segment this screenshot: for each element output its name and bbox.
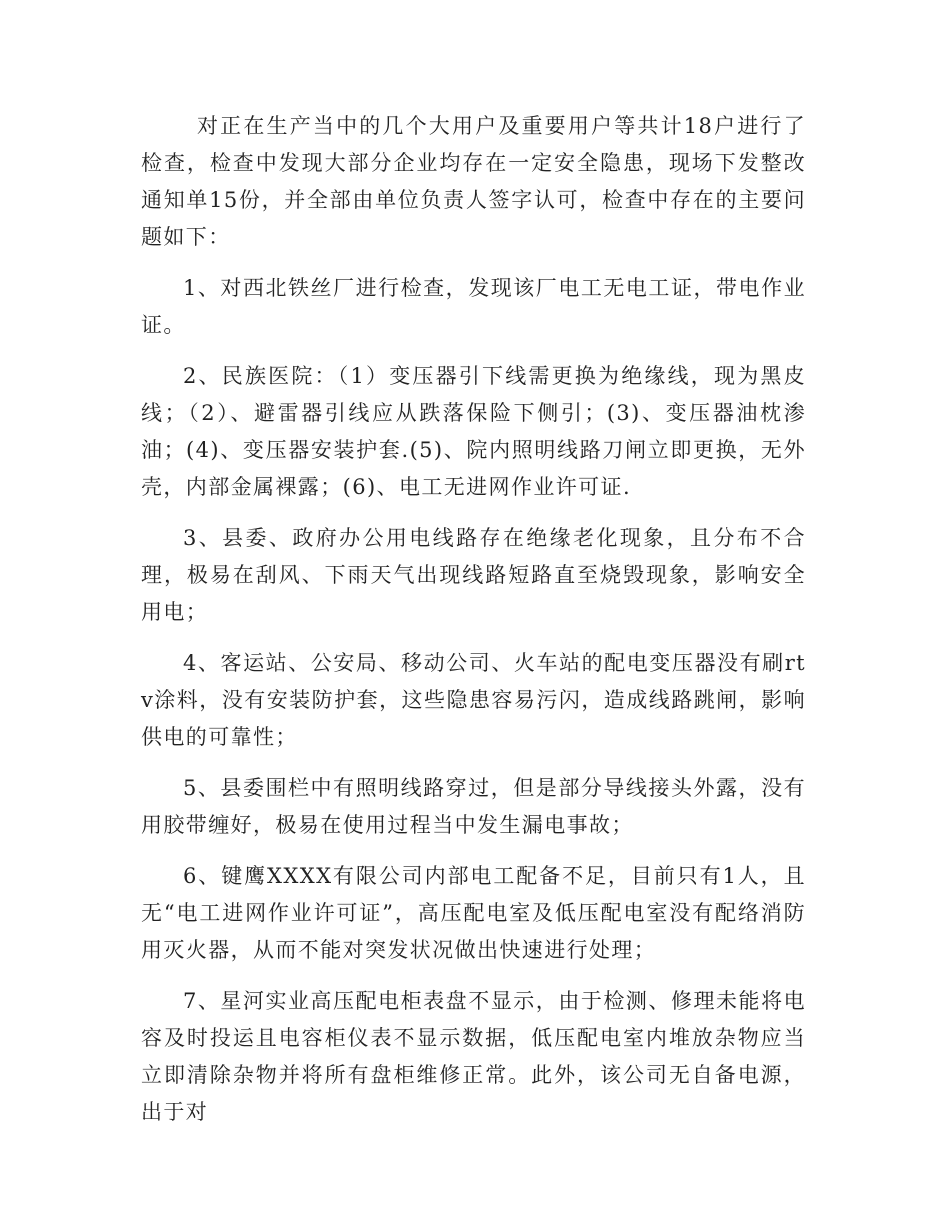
paragraph-item-6: 6、键鹰XXXX有限公司内部电工配备不足，目前只有1人，且无“电工进网作业许可证”，高压配电室及低压配电室没有配络消防用灭火器，从而不能对突发状况做出快速进行处理； [141, 864, 806, 962]
paragraph-item-4: 4、客运站、公安局、移动公司、火车站的配电变压器没有刷rtv涂料，没有安装防护套，这些隐患容易污闪，造成线路跳闸，影响供电的可靠性； [141, 651, 806, 749]
paragraph-item-2: 2、民族医院：（1）变压器引下线需更换为绝缘线，现为黑皮线；（2）、避雷器引线应从跌落保险下侧引；(3)、变压器油枕渗油；(4)、变压器安装护套.(5)、院内照明线路刀闸立即更换，无外壳，内部金属裸露；(6)、电工无进网作业许可证. [141, 364, 806, 499]
paragraph-intro: 对正在生产当中的几个大用户及重要用户等共计18户进行了检查，检查中发现大部分企业均存在一定安全隐患，现场下发整改通知单15份，并全部由单位负责人签字认可，检查中存在的主要问题如下： [141, 114, 806, 249]
paragraph-item-7: 7、星河实业高压配电柜表盘不显示，由于检测、修理未能将电容及时投运且电容柜仪表不显示数据，低压配电室内堆放杂物应当立即清除杂物并将所有盘柜维修正常。此外，该公司无自备电源，出于对 [141, 989, 806, 1124]
paragraph-item-3: 3、县委、政府办公用电线路存在绝缘老化现象，且分布不合理，极易在刮风、下雨天气出现线路短路直至烧毁现象，影响安全用电； [141, 526, 806, 624]
paragraph-item-5: 5、县委围栏中有照明线路穿过，但是部分导线接头外露，没有用胶带缠好，极易在使用过程当中发生漏电事故； [141, 776, 806, 837]
paragraph-item-1: 1、对西北铁丝厂进行检查，发现该厂电工无电工证，带电作业证。 [141, 276, 806, 337]
document-body [141, 108, 806, 1145]
